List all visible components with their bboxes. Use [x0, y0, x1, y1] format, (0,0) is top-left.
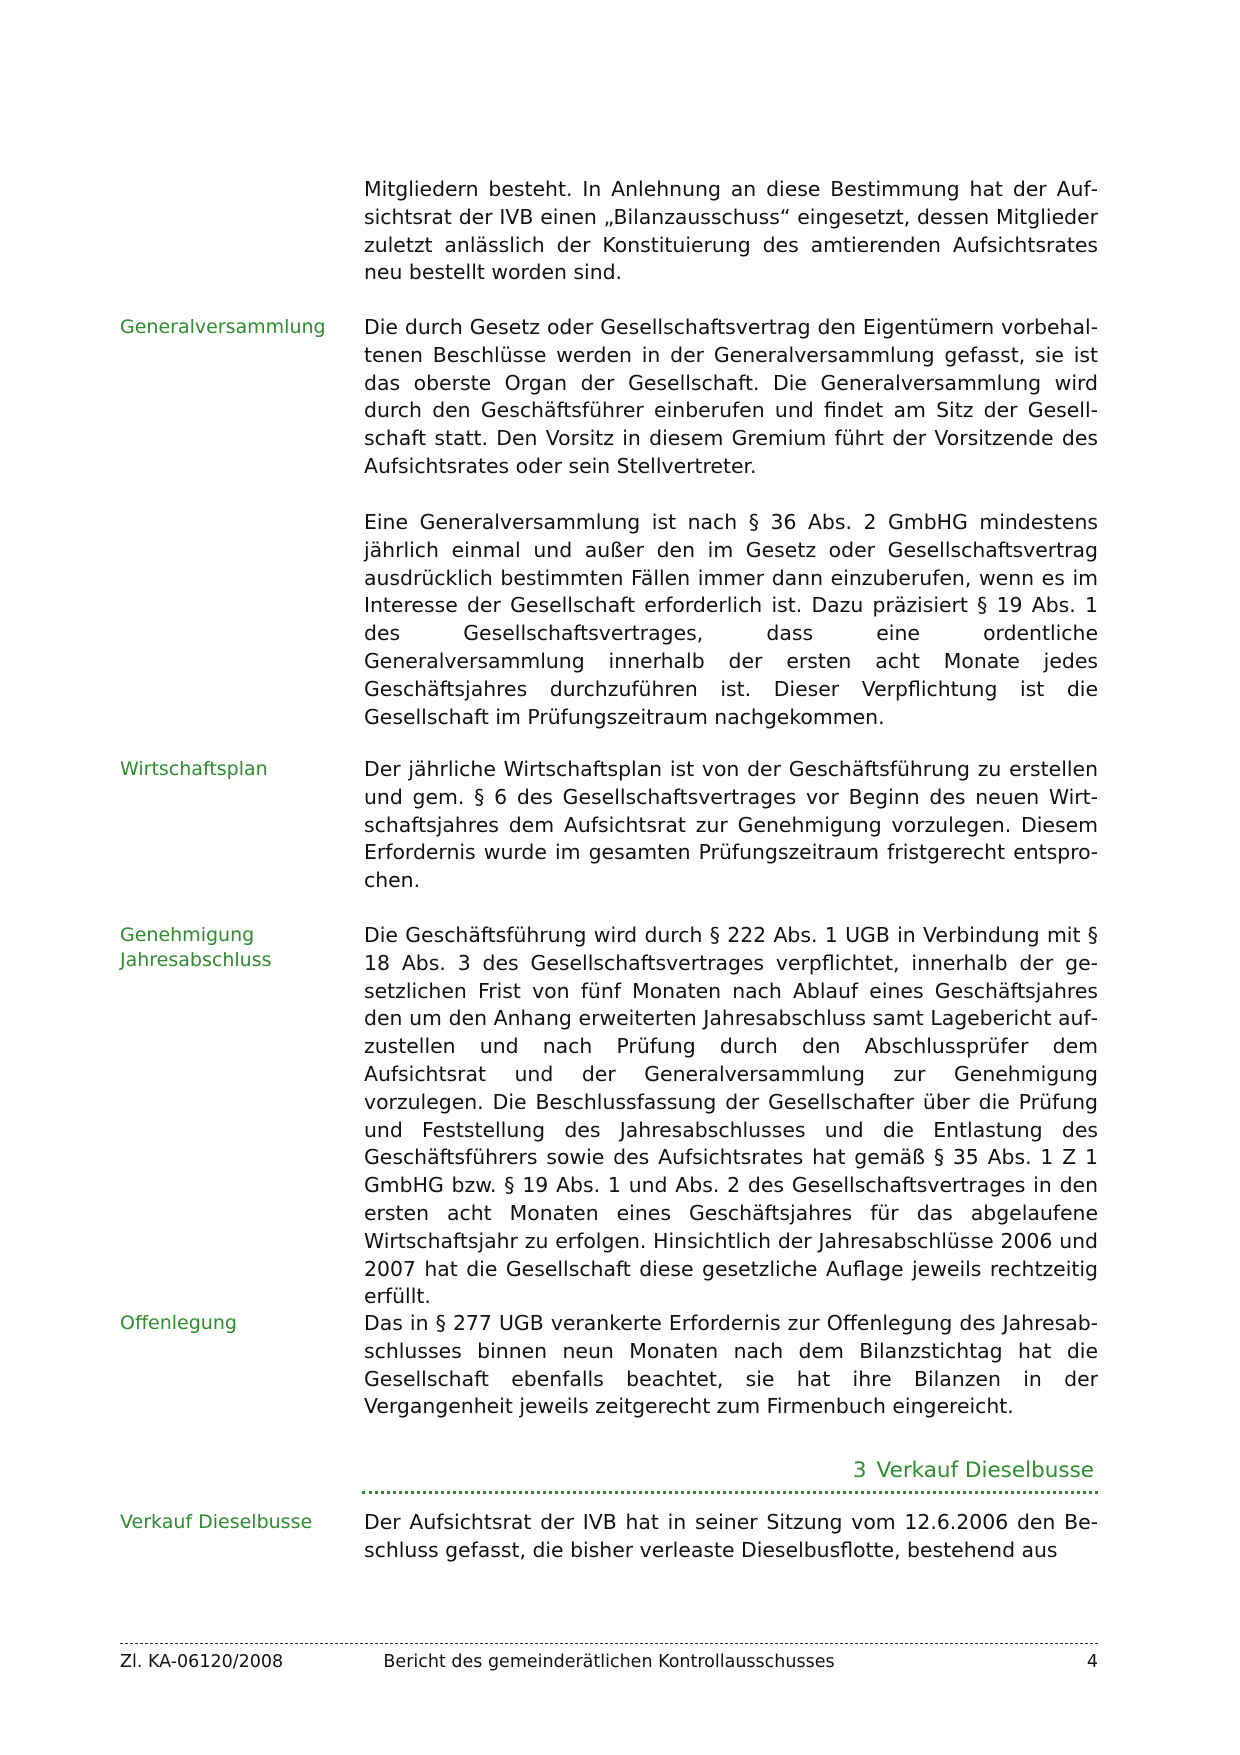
paragraph-generalversammlung: Die durch Gesetz oder Gesellschaftsvertrag den Eigentümern vorbehaltenen Beschlüsse werden in der Generalversammlung gefasst, sie ist das oberste Organ der Gesellschaft. Die Generalversammlung wird durch den Geschäftsführer einberufen und findet am Sitz der Gesellschaft statt. Den Vorsitz in diesem Gremium führt der Vorsitzende des Aufsichtsrates oder sein Stellvertreter. [364, 315, 1098, 478]
footer-reference: Zl. KA-06120/2008 [120, 1652, 284, 1672]
paragraph-bilanzausschuss: Mitgliedern besteht. In Anlehnung an diese Bestimmung hat der Aufsichtsrat der IVB einen „Bilanzausschuss“ eingesetzt, dessen Mitglieder zuletzt anlässlich der Konstituierung des amtierenden Aufsichtsrates neu bestellt worden sind. [364, 177, 1098, 285]
section-heading [362, 1456, 1098, 1494]
margin-label-offenlegung: Offenlegung [120, 1312, 237, 1334]
paragraph-wirtschaftsplan: Der jährliche Wirtschaftsplan ist von der Geschäftsführung zu erstellen und gem. § 6 des Gesellschaftsvertrages vor Beginn des neuen Wirtschaftsjahres dem Aufsichtsrat zur Genehmigung vorzulegen. Diesem Erfordernis wurde im gesamten Prüfungszeitraum fristgerecht entsprochen. [364, 757, 1098, 893]
footer-divider [120, 1643, 1098, 1644]
footer-title: Bericht des gemeinderätlichen Kontrollausschusses [383, 1652, 835, 1672]
paragraph-generalversammlung-pflicht: Eine Generalversammlung ist nach § 36 Abs. 2 GmbHG mindestens jährlich einmal und außer den im Gesetz oder Gesellschaftsvertrag ausdrücklich bestimmten Fällen immer dann einzuberufen, wenn es im Interesse der Gesellschaft erforderlich ist. Dazu präzisiert § 19 Abs. 1 des Gesellschaftsvertrages, dass eine ordentliche Generalversammlung innerhalb der ersten acht Monate jedes Geschäftsjahres durchzuführen ist. Dieser Verpflichtung ist die Gesellschaft im Prüfungszeitraum nachgekommen. [364, 510, 1098, 729]
margin-label-genehmigung-jahresabschluss: Genehmigung Jahresabschluss [120, 924, 272, 971]
margin-label-generalversammlung: Generalversammlung [120, 316, 326, 338]
paragraph-genehmigung-jahresabschluss: Die Geschäftsführung wird durch § 222 Abs. 1 UGB in Verbindung mit § 18 Abs. 3 des Gesellschaftsvertrages verpflichtet, innerhalb der gesetzlichen Frist von fünf Monaten nach Ablauf eines Geschäftsjahres den um den Anhang erweiterten Jahresabschluss samt Lagebericht aufzustellen und nach Prüfung durch den Abschlussprüfer dem Aufsichtsrat und der Generalversammlung zur Genehmigung vorzulegen. Die Beschlussfassung der Gesellschafter über die Prüfung und Feststellung des Jahresabschlusses und die Entlastung des Geschäftsführers sowie des Aufsichtsrates hat gemäß § 35 Abs. 1 Z 1 GmbHG bzw. § 19 Abs. 1 und Abs. 2 des Gesellschaftsvertrages in den ersten acht Monaten eines Geschäftsjahres für das abgelaufene Wirtschaftsjahr zu erfolgen. Hinsichtlich der Jahresabschlüsse 2006 und 2007 hat die Gesellschaft diese gesetzliche Auflage jeweils rechtzeitig erfüllt. [364, 923, 1098, 1309]
footer-page-number: 4 [1086, 1652, 1098, 1672]
section-number: 3 [852, 1458, 867, 1483]
margin-label-wirtschaftsplan: Wirtschaftsplan [120, 758, 268, 780]
section-title: Verkauf Dieselbusse [876, 1458, 1094, 1483]
paragraph-verkauf-dieselbusse: Der Aufsichtsrat der IVB hat in seiner Sitzung vom 12.6.2006 den Beschluss gefasst, die bisher verleaste Dieselbusflotte, bestehend aus [364, 1510, 1098, 1562]
paragraph-offenlegung: Das in § 277 UGB verankerte Erfordernis zur Offenlegung des Jahresabschlusses binnen neun Monaten nach dem Bilanzstichtag hat die Gesellschaft ebenfalls beachtet, sie hat ihre Bilanzen in der Vergangenheit jeweils zeitgerecht zum Firmenbuch eingereicht. [364, 1311, 1098, 1419]
margin-label-verkauf-dieselbusse: Verkauf Dieselbusse [120, 1511, 313, 1533]
